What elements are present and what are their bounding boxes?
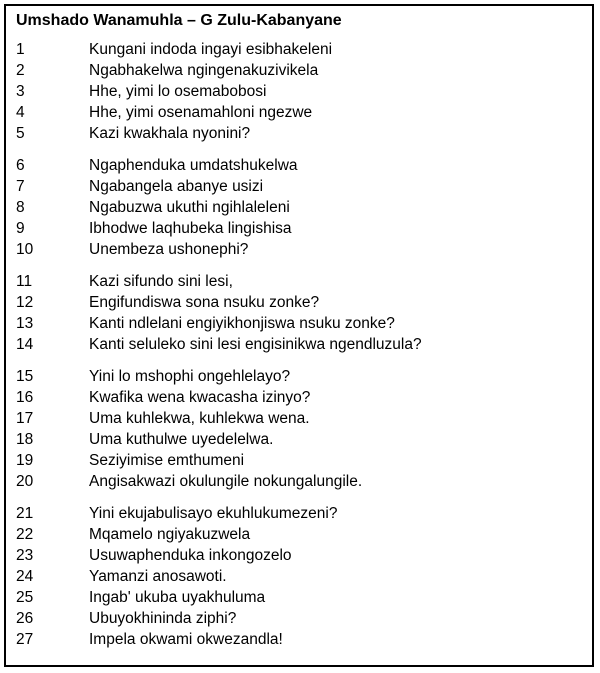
poem-line — [16, 503, 588, 524]
poem-line — [16, 123, 588, 144]
line-text: Kazi sifundo sini lesi, — [89, 273, 233, 290]
stanza — [16, 39, 588, 144]
line-number: 21 — [16, 505, 34, 522]
line-number: 6 — [16, 157, 25, 174]
poem-line — [16, 387, 588, 408]
line-text: Hhe, yimi lo osemabobosi — [89, 83, 267, 100]
stanza — [16, 155, 588, 260]
poem-line — [16, 292, 588, 313]
stanza — [16, 503, 588, 650]
line-text: Uma kuhlekwa, kuhlekwa wena. — [89, 410, 310, 427]
line-text: Impela okwami okwezandla! — [89, 631, 283, 648]
poem-line — [16, 629, 588, 650]
line-text: Ngaphenduka umdatshukelwa — [89, 157, 298, 174]
line-text: Unembeza ushonephi? — [89, 241, 249, 258]
poem-line — [16, 313, 588, 334]
line-number: 2 — [16, 62, 25, 79]
line-text: Kanti ndlelani engiyikhonjiswa nsuku zonke? — [89, 315, 395, 332]
line-text: Usuwaphenduka inkongozelo — [89, 547, 292, 564]
line-number: 3 — [16, 83, 25, 100]
line-text: Mqamelo ngiyakuzwela — [89, 526, 251, 543]
poem-line — [16, 271, 588, 292]
line-text: Yini ekujabulisayo ekuhlukumezeni? — [89, 505, 338, 522]
poem-line — [16, 60, 588, 81]
line-number: 10 — [16, 241, 34, 258]
poem-line — [16, 545, 588, 566]
line-number: 25 — [16, 589, 34, 606]
line-text: Ingab' ukuba uyakhuluma — [89, 589, 266, 606]
line-text: Kungani indoda ingayi esibhakeleni — [89, 41, 333, 58]
poem-frame — [4, 4, 594, 667]
poem-line — [16, 39, 588, 60]
poem-line — [16, 81, 588, 102]
line-number: 12 — [16, 294, 34, 311]
stanza — [16, 271, 588, 355]
line-number: 5 — [16, 125, 25, 142]
poem-title: Umshado Wanamuhla – G Zulu-Kabanyane — [16, 12, 342, 29]
line-number: 8 — [16, 199, 25, 216]
line-number: 18 — [16, 431, 34, 448]
line-number: 9 — [16, 220, 25, 237]
line-number: 13 — [16, 315, 34, 332]
poem-line — [16, 408, 588, 429]
line-text: Angisakwazi okulungile nokungalungile. — [89, 473, 363, 490]
poem-line — [16, 566, 588, 587]
poem-line — [16, 334, 588, 355]
line-text: Ngabhakelwa ngingenakuzivikela — [89, 62, 319, 79]
line-number: 16 — [16, 389, 34, 406]
line-text: Yamanzi anosawoti. — [89, 568, 227, 585]
poem-line — [16, 239, 588, 260]
line-text: Kazi kwakhala nyonini? — [89, 125, 251, 142]
line-text: Ngabuzwa ukuthi ngihlaleleni — [89, 199, 290, 216]
line-number: 20 — [16, 473, 34, 490]
line-text: Seziyimise emthumeni — [89, 452, 245, 469]
line-text: Uma kuthulwe uyedelelwa. — [89, 431, 274, 448]
line-text: Engifundiswa sona nsuku zonke? — [89, 294, 320, 311]
line-text: Yini lo mshophi ongehlelayo? — [89, 368, 291, 385]
line-number: 4 — [16, 104, 25, 121]
line-number: 17 — [16, 410, 34, 427]
line-text: Kanti seluleko sini lesi engisinikwa ngendluzula? — [89, 336, 422, 353]
line-text: Ngabangela abanye usizi — [89, 178, 264, 195]
line-number: 23 — [16, 547, 34, 564]
line-number: 24 — [16, 568, 34, 585]
line-number: 7 — [16, 178, 25, 195]
line-number: 14 — [16, 336, 34, 353]
poem-line — [16, 176, 588, 197]
line-number: 26 — [16, 610, 34, 627]
line-number: 22 — [16, 526, 34, 543]
poem-line — [16, 524, 588, 545]
line-number: 19 — [16, 452, 34, 469]
line-number: 1 — [16, 41, 25, 58]
poem-line — [16, 218, 588, 239]
line-number: 27 — [16, 631, 34, 648]
line-number: 15 — [16, 368, 34, 385]
poem-line — [16, 102, 588, 123]
poem-line — [16, 155, 588, 176]
poem-line — [16, 471, 588, 492]
poem-body — [16, 39, 588, 650]
line-text: Kwafika wena kwacasha izinyo? — [89, 389, 311, 406]
stanza — [16, 366, 588, 492]
poem-line — [16, 587, 588, 608]
line-text: Ubuyokhininda ziphi? — [89, 610, 237, 627]
poem-line — [16, 197, 588, 218]
poem-line — [16, 429, 588, 450]
poem-line — [16, 366, 588, 387]
line-text: Ibhodwe laqhubeka lingishisa — [89, 220, 292, 237]
line-text: Hhe, yimi osenamahloni ngezwe — [89, 104, 313, 121]
line-number: 11 — [16, 273, 33, 290]
poem-line — [16, 450, 588, 471]
poem-line — [16, 608, 588, 629]
